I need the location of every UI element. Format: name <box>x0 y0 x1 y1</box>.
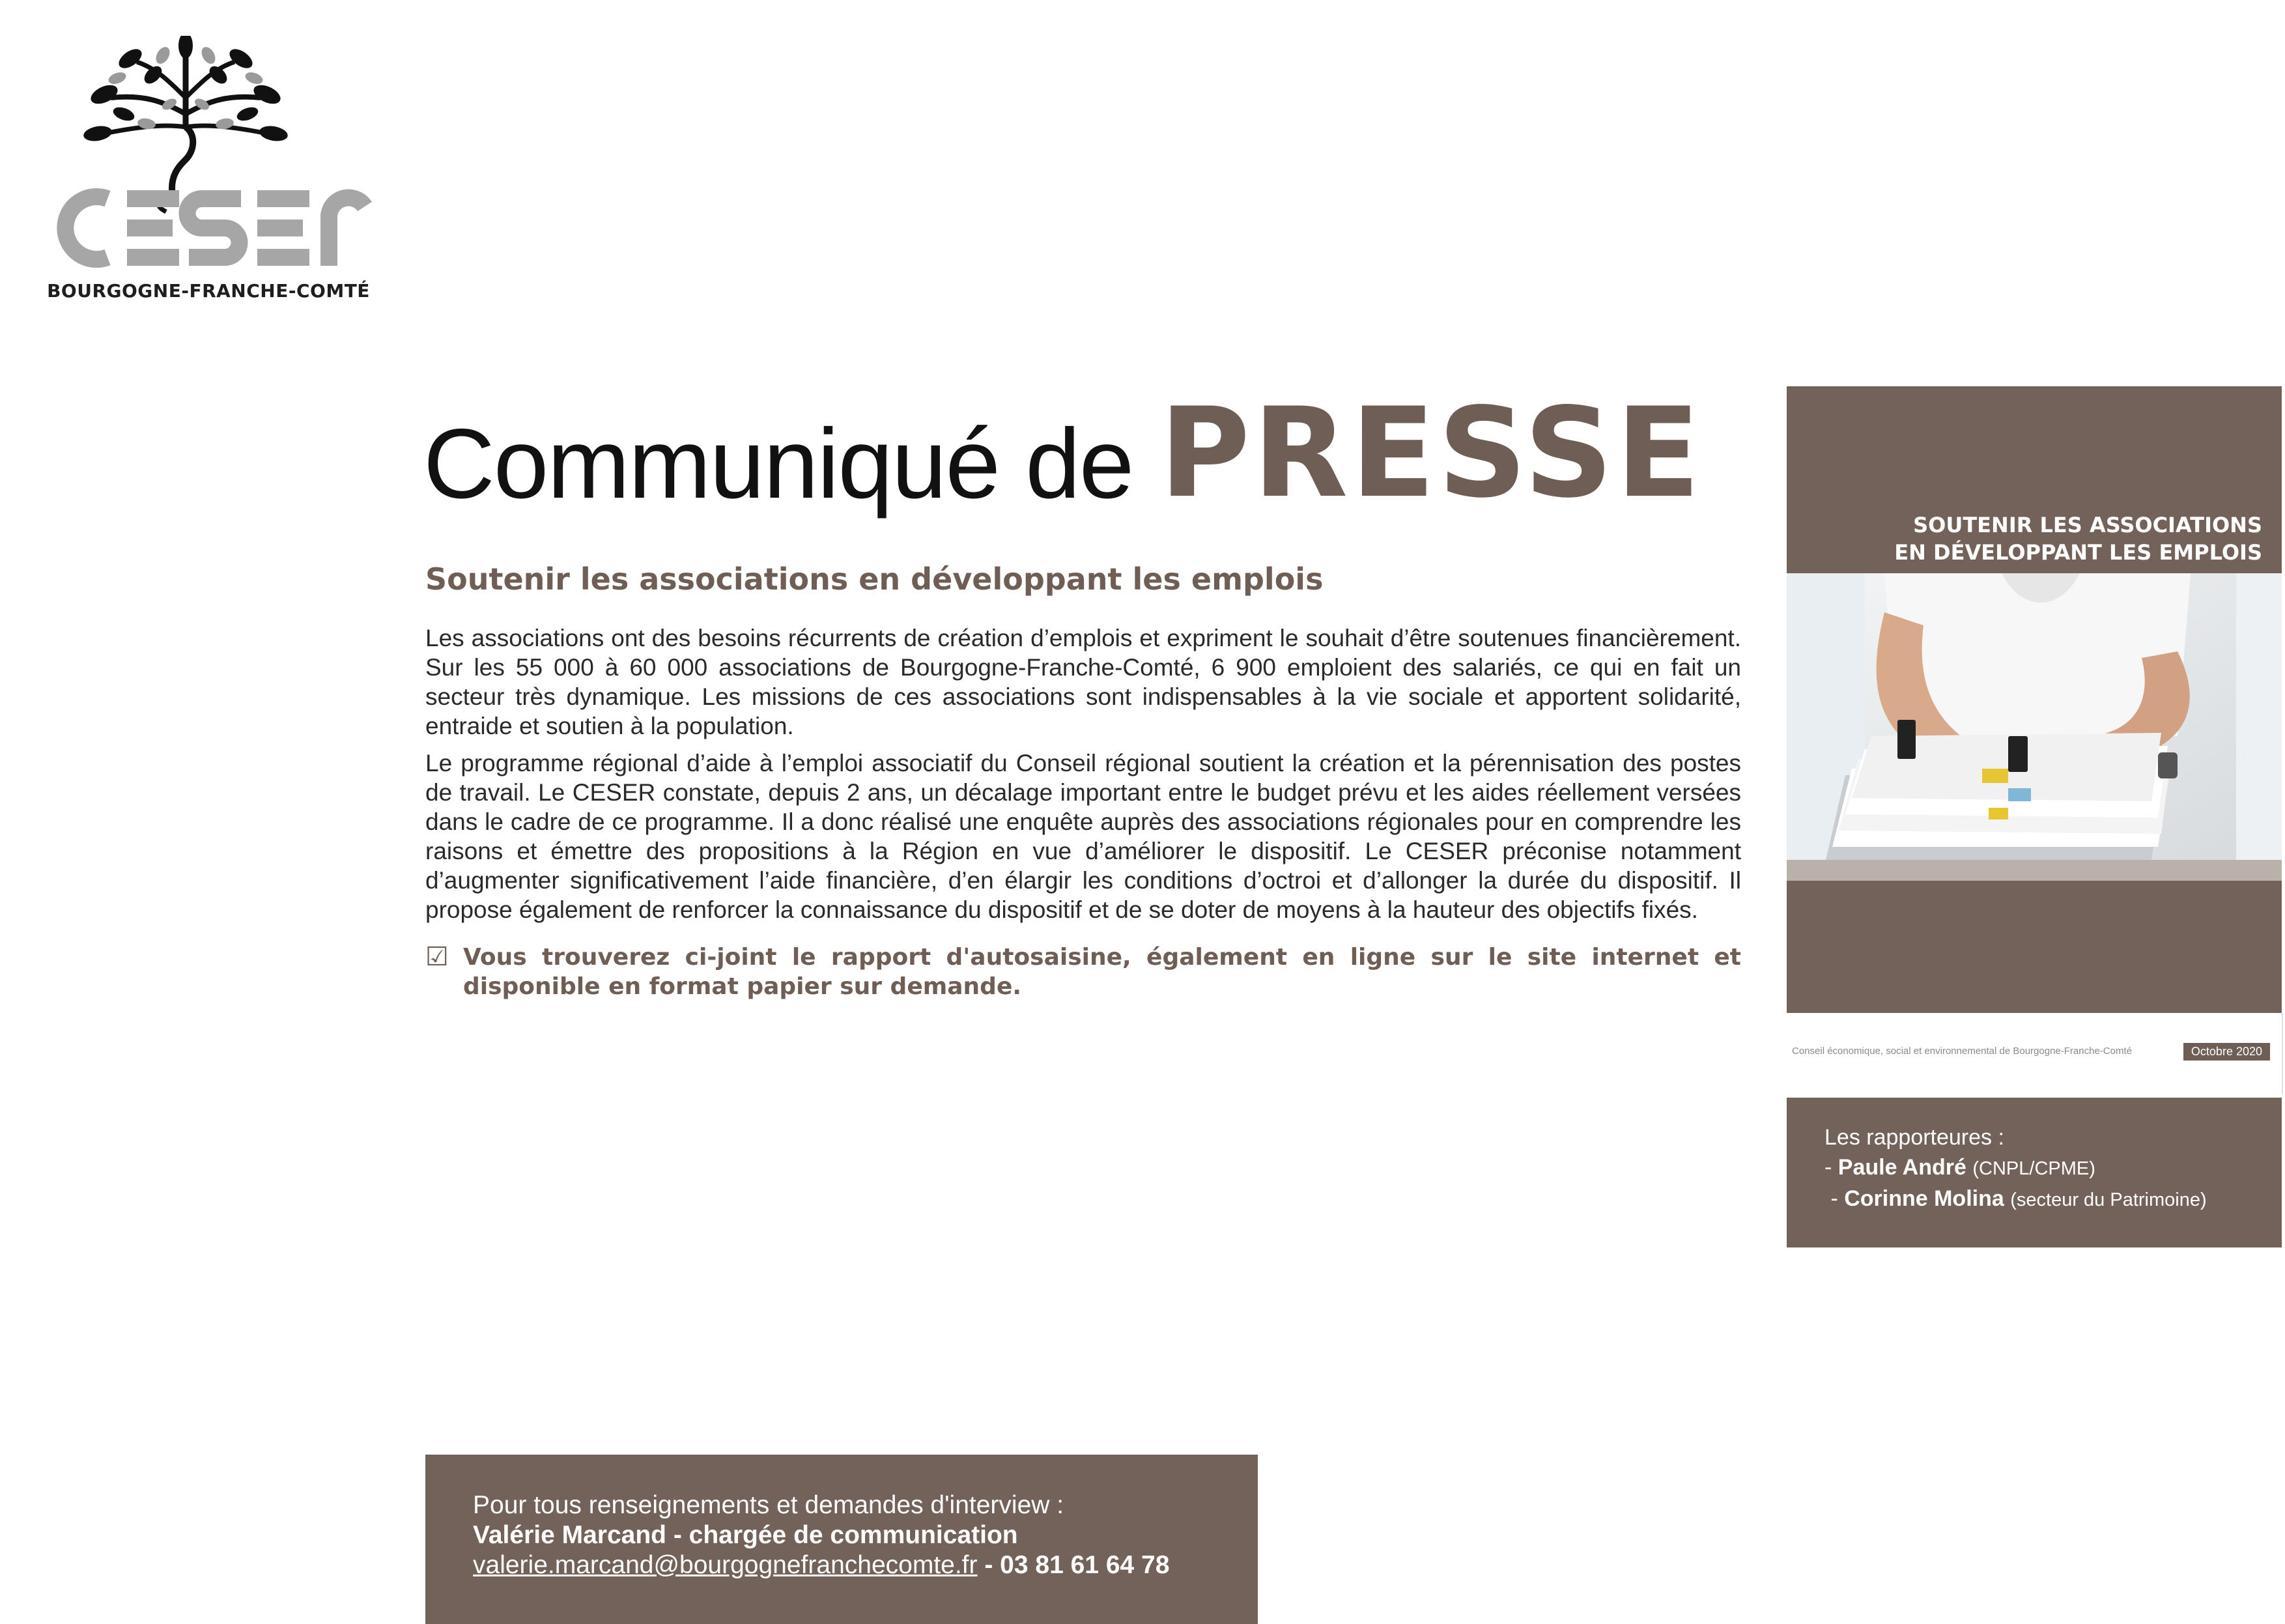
cover-organization: Conseil économique, social et environnemental de Bourgogne-Franche-Comté <box>1792 1046 2132 1057</box>
contact-email-link[interactable]: valerie.marcand@bourgognefranchecomte.fr <box>473 1551 978 1579</box>
rapporteur-item <box>1824 1184 2207 1215</box>
page-heading <box>423 381 1804 525</box>
cover-date: Octobre 2020 <box>2183 1043 2270 1061</box>
rapporteur-affiliation: (secteur du Patrimoine) <box>2010 1190 2207 1210</box>
cover-title-line: EN DÉVELOPPANT LES EMPLOIS <box>1894 540 2262 565</box>
rapporteur-item <box>1824 1152 2207 1184</box>
rapporteur-prefix: - <box>1824 1186 1845 1211</box>
ceser-logo <box>39 36 378 309</box>
cover-title-line: SOUTENIR LES ASSOCIATIONS <box>1913 513 2262 537</box>
subtitle: Soutenir les associations en développant les emplois <box>425 562 1324 597</box>
contact-line <box>473 1550 1169 1580</box>
heading-bold: PRESSE <box>1159 381 1703 525</box>
contact-box <box>425 1455 1258 1624</box>
rapporteur-name: Corinne Molina <box>1844 1186 2004 1211</box>
rapporteur-name: Paule André <box>1838 1155 1966 1180</box>
attachment-note <box>425 943 1741 1001</box>
tree-icon <box>39 36 378 283</box>
heading-light: Communiqué de <box>423 408 1133 519</box>
paragraph: Le programme régional d’aide à l’emploi associatif du Conseil régional soutient la création et la pérennisation des postes de travail. Le CESER constate, depuis 2 ans, un décalage important entre le budget prévu et les aides réellement versées dans le cadre de ce programme. Il a donc réalisé une enquête auprès des associations régionales pour en comprendre les raisons et émettre des propositions à la Région en vue d’améliorer le dispositif. Le CESER préconise notamment d’augmenter significativement l’aide financière, d’en élargir les conditions d’octroi et d’allonger la durée du dispositif. Il propose également de renforcer la connaissance du dispositif et de se doter de moyens à la hauteur des objectifs fixés. <box>425 750 1741 924</box>
rapporteur-prefix: - <box>1824 1155 1838 1180</box>
checkbox-icon: ☑ <box>425 942 449 973</box>
logo-region-text: BOURGOGNE-FRANCHE-COMTÉ <box>47 280 370 302</box>
cover-footer <box>1787 1013 2283 1094</box>
contact-phone: 03 81 61 64 78 <box>1000 1551 1170 1579</box>
cover-band <box>1787 881 2282 1013</box>
attachment-note-text: Vous trouverez ci-joint le rapport d'autosaisine, également en ligne sur le site internet et disponible en format papier sur demande. <box>463 944 1741 1001</box>
rapporteurs-box <box>1787 1098 2282 1247</box>
cover-title <box>1894 511 2262 566</box>
rapporteur-affiliation: (CNPL/CPME) <box>1972 1158 2095 1179</box>
press-body <box>425 562 1741 1001</box>
rapporteurs-label: Les rapporteures : <box>1824 1125 2004 1150</box>
contact-intro: Pour tous renseignements et demandes d'interview : <box>473 1491 1064 1519</box>
paragraph: Les associations ont des besoins récurrents de création d’emplois et expriment le souhait d’être soutenues financièrement. Sur les 55 000 à 60 000 associations de Bourgogne-Franche-Comté, 6 900 emploient des salariés, ce qui en fait un secteur très dynamique. Les missions de ces associations sont indispensables à la vie sociale et apportent solidarité, entraide et soutien à la population. <box>425 625 1741 740</box>
contact-person: Valérie Marcand - chargée de communication <box>473 1521 1018 1549</box>
cover-photo <box>1787 573 2282 881</box>
cover-header <box>1787 386 2282 573</box>
contact-separator: - <box>977 1551 1001 1579</box>
report-cover <box>1787 386 2282 1094</box>
